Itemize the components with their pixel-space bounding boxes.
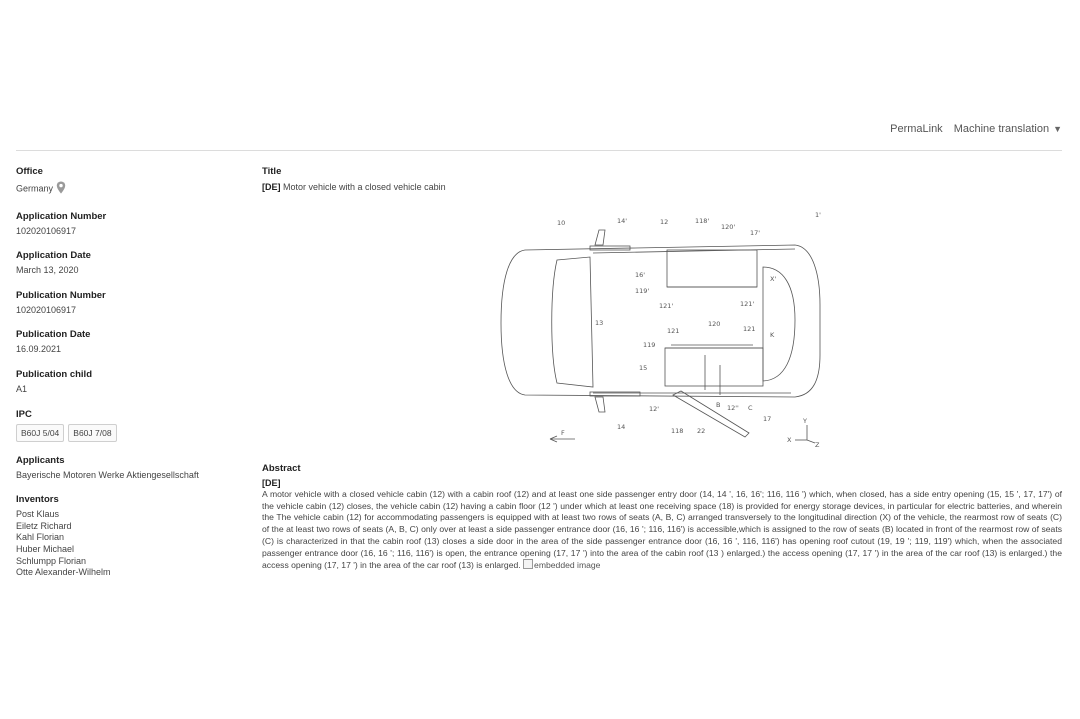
roof-cutout-lower (665, 348, 763, 386)
embedded-image-placeholder (523, 560, 600, 570)
publication-child-field (16, 369, 246, 396)
office-label: Office (16, 166, 43, 177)
caret-down-icon: ▼ (1053, 124, 1062, 134)
embedded-image-alt: embedded image (534, 560, 601, 571)
office-value: Germany (16, 183, 54, 194)
inventor-name: Post Klaus (16, 509, 60, 520)
publication-number-label: Publication Number (16, 289, 106, 301)
drawing-label: 1' (815, 211, 821, 219)
windshield-outline (552, 257, 593, 387)
drawing-label: Z (815, 441, 820, 449)
ipc-codes (16, 424, 246, 442)
publication-date-field (16, 329, 246, 356)
machine-translation-label: Machine translation (953, 123, 1050, 135)
drawing-label: 120' (721, 223, 736, 231)
drawing-label: 22 (697, 427, 706, 435)
drawing-label: K (770, 331, 775, 339)
application-date-field (16, 250, 246, 277)
ipc-code-chip[interactable]: B60J 7/08 (68, 424, 116, 442)
rear-window-outline (763, 267, 795, 381)
ipc-label: IPC (16, 408, 32, 420)
inventor-name: Otte Alexander-Wilhelm (16, 567, 111, 578)
broken-image-icon (523, 559, 533, 569)
publication-number-field (16, 290, 246, 317)
drawing-label: 14' (617, 217, 628, 225)
drawing-label: 14 (617, 423, 626, 431)
inventor-name: Schlumpp Florian (16, 555, 87, 566)
location-pin-icon (56, 181, 66, 198)
drawing-label: C (748, 404, 753, 412)
abstract-section (262, 463, 1062, 572)
drawing-label: 121 (667, 327, 680, 335)
drawing-label: 16' (635, 271, 646, 279)
patent-drawing-svg (495, 205, 835, 450)
publication-child-value: A1 (16, 383, 28, 394)
application-number-label: Application Number (16, 210, 107, 222)
applicants-label: Applicants (16, 454, 65, 466)
title-lang-tag: [DE] (262, 182, 281, 192)
drawing-label: 121 (743, 325, 756, 333)
drawing-label: X (787, 436, 792, 444)
publication-date-value: 16.09.2021 (16, 344, 62, 355)
top-links (890, 123, 1062, 135)
drawing-label: 10 (557, 219, 566, 227)
drawing-label: 119' (635, 287, 650, 295)
patent-drawing (495, 205, 835, 450)
machine-translation-dropdown[interactable] (954, 123, 1062, 135)
permalink-link[interactable]: PermaLink (890, 123, 943, 135)
abstract-text: A motor vehicle with a closed vehicle cabin (12) with a cabin roof (12) and at least one side passenger entry door (14, 14 ', 16, 16'; 116, 116 ') which, when closed, has a side entry opening (15, 15 ', 17, 17') of the vehicle cabin (12) closes, the vehicle cabin (12) having a cabin floor (12 ') under which at least one receiving space (18) is provided for energy storage devices, in particular for electric batteries, and wherein the The vehicle cabin (12) for accommodating passengers is equipped with at least two rows of seats (A, B, C) arranged transversely to the longitudinal direction (X) of the vehicle, the rearmost row of seats (C) of the at least two rows of seats (A, B, C) only over at least a side passenger entrance door (16, 16 '; 116, 116') is accessible,which is assigned to the row of seats (B) located in front of the rearmost row of seats (C) is characterized in that the cabin roof (13) closes a side door in the area of the side passenger entrance door (16, 16 ', 116, 116') has opening roof cutout (19, 19 '; 119, 119') which, when the associated passenger entrance door (16, 16 '; 116, 116') is open, the entrance opening (17, 17 ') into the area of the cabin roof (13 ) enlarged.) the access opening (17, 17 ') in the area of the car roof (13) is enlarged.) the access opening (17, 17 ') in the area of the car roof (13) is enlarged. (262, 489, 1062, 571)
publication-number-value: 102020106917 (16, 304, 77, 315)
office-field (16, 166, 246, 198)
drawing-label: 118 (671, 427, 684, 435)
open-door (673, 391, 749, 437)
drawing-label: 13 (595, 319, 604, 327)
inventors-label: Inventors (16, 494, 59, 506)
metadata-sidebar (16, 166, 246, 592)
drawing-label: 17' (750, 229, 761, 237)
drawing-label: B (716, 401, 721, 409)
title-text: Motor vehicle with a closed vehicle cabin (283, 182, 446, 192)
abstract-label: Abstract (262, 463, 301, 474)
applicants-field (16, 455, 246, 482)
drawing-label: 12' (649, 405, 660, 413)
roof-cutout-upper (667, 250, 757, 287)
ipc-code-chip[interactable]: B60J 5/04 (16, 424, 64, 442)
drawing-label: 12'' (727, 404, 739, 412)
inventor-name: Kahl Florian (16, 532, 65, 543)
application-number-value: 102020106917 (16, 225, 77, 236)
application-date-value: March 13, 2020 (16, 265, 79, 276)
application-number-field (16, 211, 246, 238)
top-bar (16, 0, 1062, 151)
drawing-label: 121' (740, 300, 755, 308)
drawing-label: Y (803, 417, 807, 425)
drawing-label: 12 (660, 218, 669, 226)
drawing-label: X' (770, 275, 777, 283)
drawing-label: 121' (659, 302, 674, 310)
ipc-field (16, 409, 246, 442)
publication-child-label: Publication child (16, 368, 93, 380)
inventor-name: Huber Michael (16, 543, 75, 554)
application-date-label: Application Date (16, 250, 91, 262)
drawing-label: F (561, 429, 565, 437)
title-label: Title (262, 166, 282, 177)
car-body-outline (501, 245, 820, 397)
inventors-field (16, 494, 246, 579)
applicants-value: Bayerische Motoren Werke Aktiengesellschaft (16, 469, 199, 480)
publication-date-label: Publication Date (16, 329, 91, 341)
inventor-name: Eiletz Richard (16, 520, 72, 531)
drawing-label: 15 (639, 364, 648, 372)
drawing-label: 119 (643, 341, 656, 349)
title-section (262, 166, 1062, 192)
drawing-label: 120 (708, 320, 721, 328)
drawing-label: 17 (763, 415, 772, 423)
abstract-lang-tag: [DE] (262, 478, 281, 488)
drawing-label: 118' (695, 217, 710, 225)
